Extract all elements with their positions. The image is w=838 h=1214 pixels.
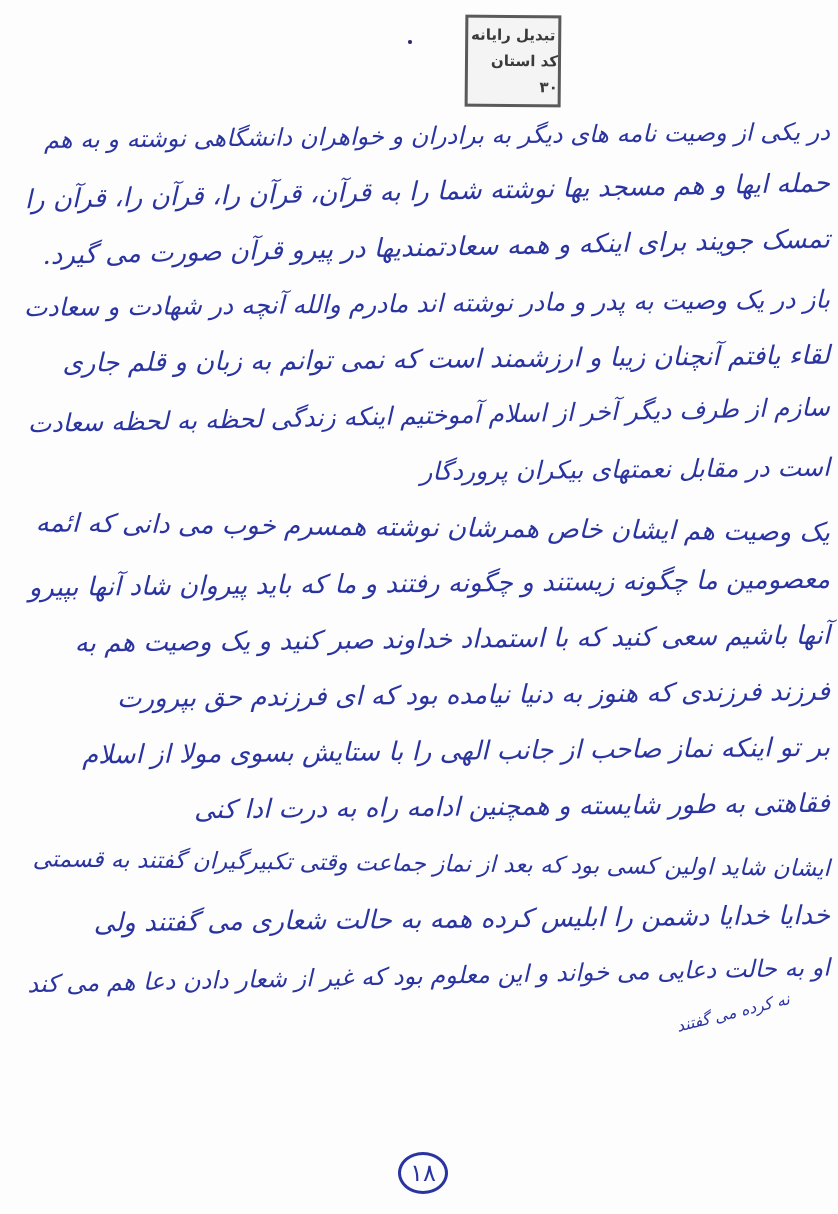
page-number: ۱۸ [398, 1152, 448, 1194]
text-line: در یکی از وصیت نامه های دیگر به برادران و خواهران دانشگاهی نوشته و به هم [43, 117, 831, 154]
text-line: تمسک جویند برای اینکه و همه سعادتمندیها در پیرو قرآن صورت می گیرد. [42, 224, 831, 271]
text-line: معصومین ما چگونه زیستند و چگونه رفتند و ما که باید پیروان شاد آنها بپیرو [28, 564, 831, 604]
conversion-stamp [465, 15, 562, 108]
ink-dot [408, 40, 412, 44]
text-line: خدایا خدایا دشمن را ابلیس کرده همه به حالت شعاری می گفتند ولی [93, 900, 831, 939]
text-line: آنها باشیم سعی کنید که با استمداد خداوند صبر کنید و یک وصیت هم به [74, 620, 831, 659]
text-line: بر تو اینکه نماز صاحب از جانب الهی را با ستایش بسوی مولا از اسلام [81, 732, 831, 771]
text-line: فقاهتی به طور شایسته و همچنین ادامه راه به درت ادا کنی [193, 788, 831, 826]
margin-note: نه کرده می گفتند [674, 989, 792, 1036]
text-line: لقاء یافتم آنچنان زیبا و ارزشمند است که نمی توانم به زبان و قلم جاری [62, 340, 831, 379]
text-line: فرزند فرزندی که هنوز به دنیا نیامده بود که ای فرزندم حق بپرورت [116, 676, 831, 715]
stamp-line-1: تبدیل رایانه [470, 25, 556, 45]
text-line: سازم از طرف دیگر آخر از اسلام آموختیم اینکه زندگی لحظه به لحظه سعادت [27, 392, 831, 439]
text-line: ایشان شاید اولین کسی بود که بعد از نماز جماعت وقتی تکبیرگیران گفتند به قسمتی [32, 846, 831, 882]
text-line: باز در یک وصیت به پدر و مادر نوشته اند مادرم والله آنچه در شهادت و سعادت [23, 284, 831, 323]
text-line: یک وصیت هم ایشان خاص همرشان نوشته همسرم خوب می دانی که ائمه [35, 508, 831, 548]
text-line: حمله ایها و هم مسجد یها نوشته شما را به قرآن، قرآن را، قرآن را، قرآن را [24, 168, 831, 216]
text-line: است در مقابل نعمتهای بیکران پروردگار [420, 452, 831, 487]
stamp-line-2: کد استان ۳۰ [490, 51, 559, 97]
text-line: او به حالت دعایی می خواند و این معلوم بود که غیر از شعار دادن دعا هم می کند [27, 953, 831, 999]
handwritten-text [12, 108, 830, 1004]
